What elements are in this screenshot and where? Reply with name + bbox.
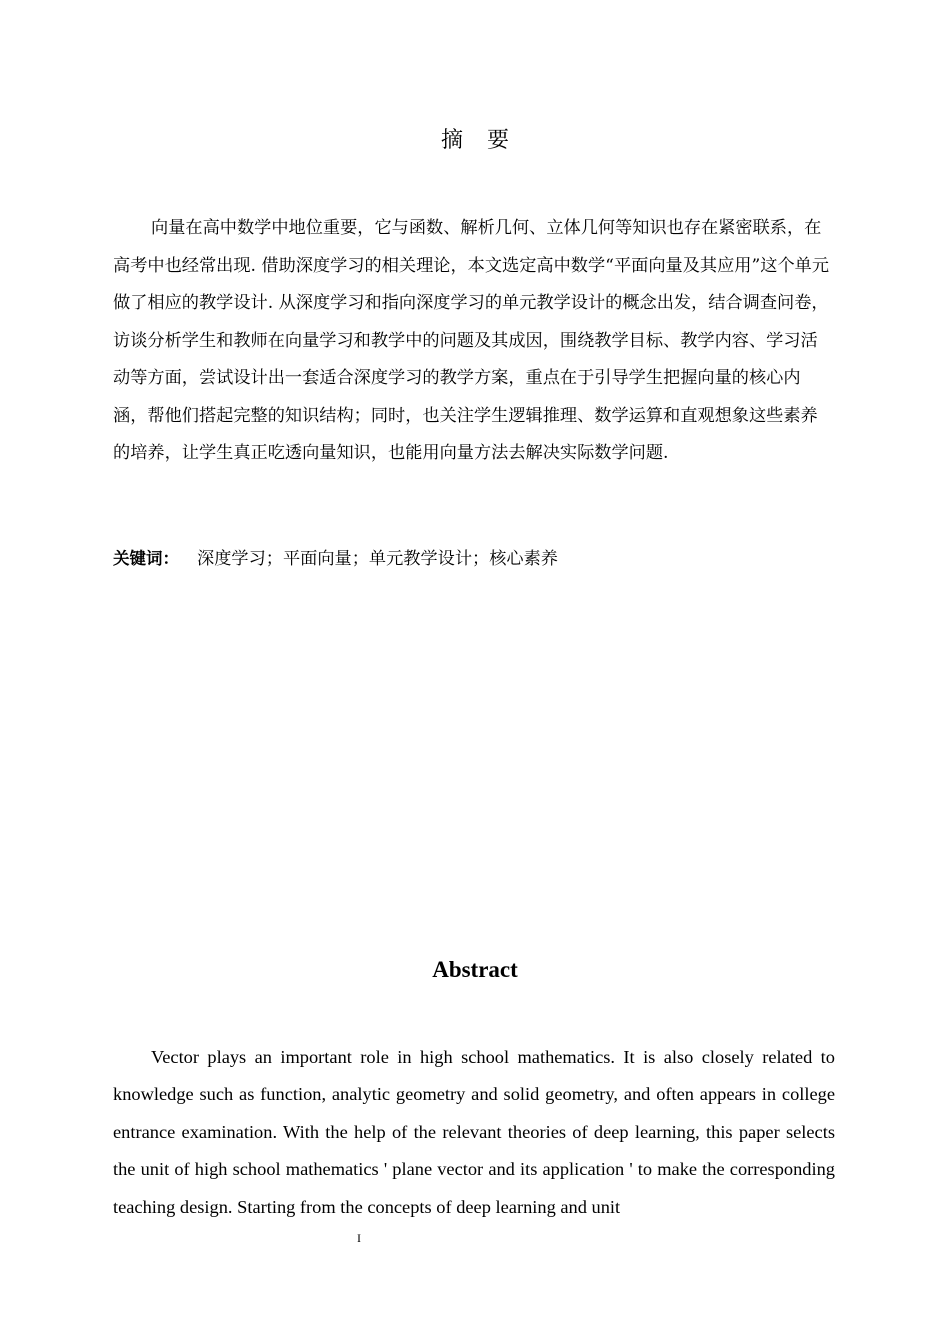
english-abstract-body: Vector plays an important role in high school mathematics. It is also closely related to knowledge such as function, analytic geometry and solid geometry, and often appears in college entrance examination. With the help of the relevant theories of deep learning, this paper selects the unit of high school mathematics ' plane vector and its application ' to make the corresponding teaching design. Starting from the concepts of deep learning and unit xyxy=(113,1047,835,1217)
chinese-abstract-title: 摘要 xyxy=(440,128,533,153)
page-number: I xyxy=(357,1231,361,1245)
english-abstract-title: Abstract xyxy=(432,957,518,982)
keywords-line xyxy=(113,542,833,576)
keywords-label: 关键词： xyxy=(113,549,179,568)
keywords-values: 深度学习；平面向量；单元教学设计；核心素养 xyxy=(197,549,558,569)
chinese-abstract-body: 向量在高中数学中地位重要，它与函数、解析几何、立体几何等知识也存在紧密联系，在高考中也经常出现. 借助深度学习的相关理论，本文选定高中数学“平面向量及其应用”这个单元做了相应的教学设计. 从深度学习和指向深度学习的单元教学设计的概念出发，结合调查问卷，访谈分析学生和教师在向量学习和教学中的问题及其成因，围绕教学目标、教学内容、学习活动等方面，尝试设计出一套适合深度学习的教学方案，重点在于引导学生把握向量的核心内涵，帮他们搭起完整的知识结构；同时，也关注学生逻辑推理、数学运算和直观想象这些素养的培养，让学生真正吃透向量知识，也能用向量方法去解决实际数学问题. xyxy=(113,218,830,463)
